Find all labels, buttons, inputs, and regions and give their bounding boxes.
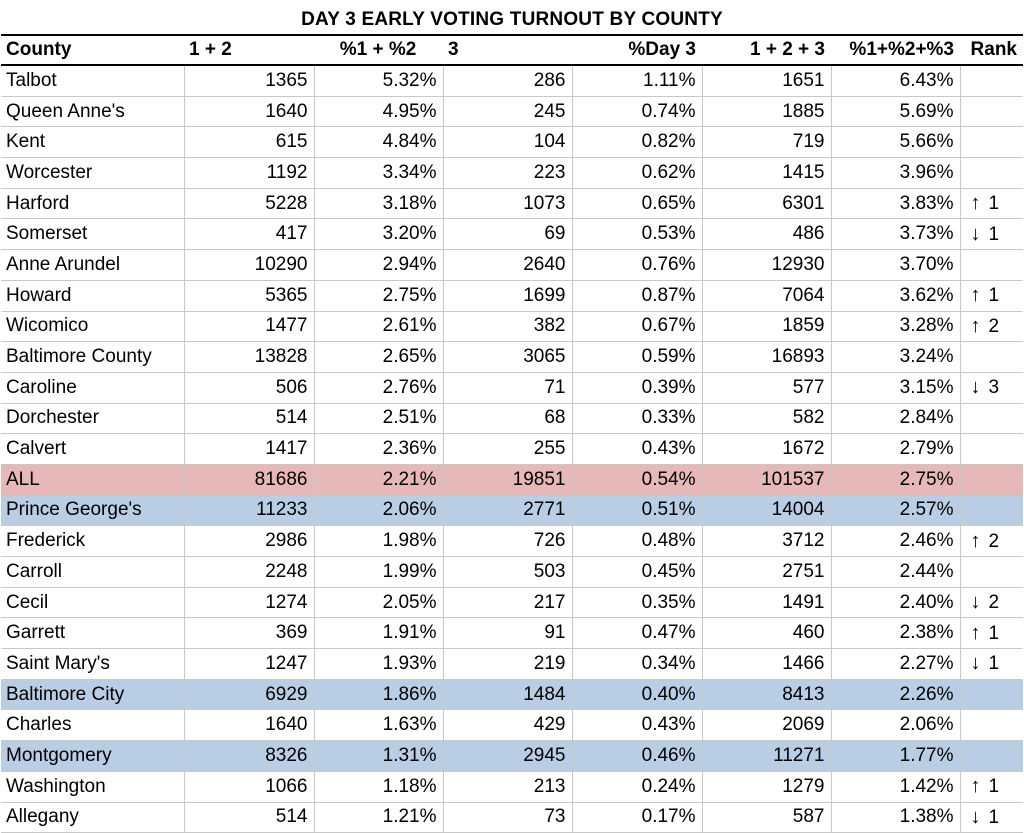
table-row <box>1 434 1023 465</box>
table-row <box>1 342 1023 373</box>
county-cell: Garrett <box>1 618 184 649</box>
day-3-cell: 223 <box>443 158 572 189</box>
days-1-2-cell: 2248 <box>184 557 314 588</box>
pct-days-1-2-cell: 1.93% <box>314 649 443 680</box>
pct-day-3-cell: 0.33% <box>572 403 702 434</box>
day-3-cell: 68 <box>443 403 572 434</box>
day-3-cell: 503 <box>443 557 572 588</box>
rank-cell <box>960 495 1023 526</box>
day-3-cell: 3065 <box>443 342 572 373</box>
pct-days-1-2-cell: 1.21% <box>314 802 443 833</box>
pct-days-1-2-3-cell: 3.70% <box>831 250 960 281</box>
county-cell: Montgomery <box>1 741 184 772</box>
rank-cell <box>960 158 1023 189</box>
days-1-2-cell: 506 <box>184 372 314 403</box>
pct-days-1-2-3-cell: 2.26% <box>831 679 960 710</box>
county-cell: Dorchester <box>1 403 184 434</box>
rank-cell <box>960 311 1023 342</box>
county-cell: Calvert <box>1 434 184 465</box>
table-row <box>1 96 1023 127</box>
pct-days-1-2-3-cell: 5.66% <box>831 127 960 158</box>
table-row <box>1 65 1023 96</box>
days-1-2-3-cell: 12930 <box>702 250 831 281</box>
rank-cell <box>960 65 1023 96</box>
pct-day-3-cell: 0.82% <box>572 127 702 158</box>
day-3-cell: 91 <box>443 618 572 649</box>
pct-days-1-2-cell: 2.36% <box>314 434 443 465</box>
header-days-1-2: 1 + 2 <box>184 35 314 65</box>
days-1-2-cell: 1477 <box>184 311 314 342</box>
arrow-up-icon: ↑ <box>970 314 981 337</box>
county-cell: Carroll <box>1 557 184 588</box>
days-1-2-cell: 514 <box>184 802 314 833</box>
pct-days-1-2-cell: 4.95% <box>314 96 443 127</box>
county-cell: Kent <box>1 127 184 158</box>
pct-days-1-2-3-cell: 2.75% <box>831 464 960 495</box>
days-1-2-cell: 1640 <box>184 96 314 127</box>
days-1-2-3-cell: 1859 <box>702 311 831 342</box>
pct-day-3-cell: 0.43% <box>572 434 702 465</box>
table-row <box>1 219 1023 250</box>
table-row <box>1 403 1023 434</box>
header-county: County <box>1 35 184 65</box>
table-row <box>1 710 1023 741</box>
day-3-cell: 1073 <box>443 188 572 219</box>
days-1-2-3-cell: 587 <box>702 802 831 833</box>
pct-days-1-2-cell: 2.06% <box>314 495 443 526</box>
rank-change-value: 1 <box>988 622 1000 644</box>
header-pct-days-1-2: %1 + %2 <box>314 35 443 65</box>
rank-cell <box>960 587 1023 618</box>
pct-days-1-2-3-cell: 1.42% <box>831 771 960 802</box>
arrow-up-icon: ↑ <box>970 621 981 644</box>
days-1-2-3-cell: 1885 <box>702 96 831 127</box>
arrow-down-icon: ↓ <box>970 652 981 675</box>
rank-cell <box>960 127 1023 158</box>
days-1-2-cell: 6929 <box>184 679 314 710</box>
days-1-2-cell: 1066 <box>184 771 314 802</box>
table-row <box>1 464 1023 495</box>
rank-cell <box>960 434 1023 465</box>
table-row <box>1 557 1023 588</box>
pct-days-1-2-cell: 1.98% <box>314 526 443 557</box>
county-cell: ALL <box>1 464 184 495</box>
table-row <box>1 741 1023 772</box>
days-1-2-cell: 2986 <box>184 526 314 557</box>
days-1-2-3-cell: 1466 <box>702 649 831 680</box>
county-cell: Baltimore County <box>1 342 184 373</box>
day-3-cell: 1484 <box>443 679 572 710</box>
rank-cell <box>960 679 1023 710</box>
pct-day-3-cell: 0.39% <box>572 372 702 403</box>
table-row <box>1 771 1023 802</box>
rank-cell <box>960 188 1023 219</box>
county-cell: Charles <box>1 710 184 741</box>
pct-day-3-cell: 0.53% <box>572 219 702 250</box>
pct-days-1-2-3-cell: 2.57% <box>831 495 960 526</box>
pct-day-3-cell: 0.76% <box>572 250 702 281</box>
days-1-2-3-cell: 1672 <box>702 434 831 465</box>
days-1-2-3-cell: 8413 <box>702 679 831 710</box>
county-cell: Talbot <box>1 65 184 96</box>
days-1-2-cell: 615 <box>184 127 314 158</box>
day-3-cell: 217 <box>443 587 572 618</box>
arrow-up-icon: ↑ <box>970 284 981 307</box>
header-day-3: 3 <box>443 35 572 65</box>
pct-day-3-cell: 0.17% <box>572 802 702 833</box>
rank-change-value: 1 <box>988 653 1000 675</box>
pct-days-1-2-cell: 5.32% <box>314 65 443 96</box>
days-1-2-cell: 1192 <box>184 158 314 189</box>
days-1-2-cell: 369 <box>184 618 314 649</box>
county-cell: Caroline <box>1 372 184 403</box>
county-cell: Wicomico <box>1 311 184 342</box>
pct-day-3-cell: 0.35% <box>572 587 702 618</box>
table-row <box>1 618 1023 649</box>
pct-days-1-2-cell: 2.76% <box>314 372 443 403</box>
county-cell: Prince George's <box>1 495 184 526</box>
table-row <box>1 649 1023 680</box>
days-1-2-3-cell: 1415 <box>702 158 831 189</box>
day-3-cell: 219 <box>443 649 572 680</box>
day-3-cell: 19851 <box>443 464 572 495</box>
pct-days-1-2-3-cell: 6.43% <box>831 65 960 96</box>
rank-change-value: 1 <box>988 285 1000 307</box>
rank-cell <box>960 802 1023 833</box>
arrow-up-icon: ↑ <box>970 529 981 552</box>
table-row <box>1 526 1023 557</box>
rank-cell <box>960 219 1023 250</box>
rank-cell <box>960 741 1023 772</box>
table-row <box>1 372 1023 403</box>
rank-change-value: 1 <box>988 193 1000 215</box>
table-row <box>1 495 1023 526</box>
days-1-2-cell: 1365 <box>184 65 314 96</box>
rank-change-value: 2 <box>988 315 1000 337</box>
pct-days-1-2-cell: 4.84% <box>314 127 443 158</box>
table-row <box>1 127 1023 158</box>
rank-change-value: 2 <box>988 592 1000 614</box>
pct-day-3-cell: 0.47% <box>572 618 702 649</box>
table-row <box>1 188 1023 219</box>
pct-day-3-cell: 0.87% <box>572 280 702 311</box>
table-row <box>1 587 1023 618</box>
county-cell: Worcester <box>1 158 184 189</box>
table-row <box>1 158 1023 189</box>
pct-days-1-2-cell: 3.34% <box>314 158 443 189</box>
rank-change-value: 1 <box>988 776 1000 798</box>
header-pct-days-1-2-3: %1+%2+%3 <box>831 35 960 65</box>
table-row <box>1 280 1023 311</box>
pct-day-3-cell: 0.48% <box>572 526 702 557</box>
table-row <box>1 311 1023 342</box>
days-1-2-3-cell: 11271 <box>702 741 831 772</box>
pct-days-1-2-3-cell: 2.06% <box>831 710 960 741</box>
day-3-cell: 286 <box>443 65 572 96</box>
day-3-cell: 69 <box>443 219 572 250</box>
table-row <box>1 802 1023 833</box>
day-3-cell: 2771 <box>443 495 572 526</box>
county-cell: Howard <box>1 280 184 311</box>
days-1-2-3-cell: 460 <box>702 618 831 649</box>
rank-cell <box>960 526 1023 557</box>
pct-days-1-2-3-cell: 3.24% <box>831 342 960 373</box>
county-cell: Somerset <box>1 219 184 250</box>
days-1-2-3-cell: 1279 <box>702 771 831 802</box>
pct-days-1-2-cell: 2.21% <box>314 464 443 495</box>
rank-cell <box>960 557 1023 588</box>
pct-days-1-2-3-cell: 2.84% <box>831 403 960 434</box>
pct-days-1-2-cell: 2.51% <box>314 403 443 434</box>
pct-day-3-cell: 0.62% <box>572 158 702 189</box>
days-1-2-3-cell: 6301 <box>702 188 831 219</box>
days-1-2-cell: 417 <box>184 219 314 250</box>
days-1-2-cell: 10290 <box>184 250 314 281</box>
day-3-cell: 429 <box>443 710 572 741</box>
day-3-cell: 213 <box>443 771 572 802</box>
days-1-2-cell: 5365 <box>184 280 314 311</box>
rank-cell <box>960 342 1023 373</box>
pct-day-3-cell: 0.54% <box>572 464 702 495</box>
day-3-cell: 726 <box>443 526 572 557</box>
pct-days-1-2-3-cell: 3.15% <box>831 372 960 403</box>
header-days-1-2-3: 1 + 2 + 3 <box>702 35 831 65</box>
day-3-cell: 71 <box>443 372 572 403</box>
pct-days-1-2-cell: 1.86% <box>314 679 443 710</box>
days-1-2-cell: 81686 <box>184 464 314 495</box>
pct-day-3-cell: 0.74% <box>572 96 702 127</box>
days-1-2-cell: 1247 <box>184 649 314 680</box>
day-3-cell: 1699 <box>443 280 572 311</box>
county-cell: Cecil <box>1 587 184 618</box>
days-1-2-cell: 1274 <box>184 587 314 618</box>
pct-day-3-cell: 0.40% <box>572 679 702 710</box>
rank-cell <box>960 250 1023 281</box>
pct-days-1-2-3-cell: 3.28% <box>831 311 960 342</box>
table-title: DAY 3 EARLY VOTING TURNOUT BY COUNTY <box>301 9 723 30</box>
pct-days-1-2-3-cell: 3.62% <box>831 280 960 311</box>
pct-days-1-2-cell: 2.75% <box>314 280 443 311</box>
day-3-cell: 255 <box>443 434 572 465</box>
days-1-2-3-cell: 7064 <box>702 280 831 311</box>
rank-cell <box>960 649 1023 680</box>
day-3-cell: 2945 <box>443 741 572 772</box>
arrow-up-icon: ↑ <box>970 775 981 798</box>
days-1-2-cell: 514 <box>184 403 314 434</box>
days-1-2-3-cell: 719 <box>702 127 831 158</box>
day-3-cell: 2640 <box>443 250 572 281</box>
pct-days-1-2-cell: 1.99% <box>314 557 443 588</box>
days-1-2-cell: 1640 <box>184 710 314 741</box>
pct-days-1-2-cell: 1.91% <box>314 618 443 649</box>
rank-change-value: 3 <box>988 377 1000 399</box>
arrow-down-icon: ↓ <box>970 805 981 828</box>
days-1-2-3-cell: 2069 <box>702 710 831 741</box>
table-row <box>1 250 1023 281</box>
rank-change-value: 1 <box>988 806 1000 828</box>
pct-days-1-2-3-cell: 2.44% <box>831 557 960 588</box>
rank-cell <box>960 618 1023 649</box>
pct-days-1-2-3-cell: 3.83% <box>831 188 960 219</box>
days-1-2-3-cell: 486 <box>702 219 831 250</box>
pct-days-1-2-3-cell: 3.96% <box>831 158 960 189</box>
pct-days-1-2-3-cell: 1.38% <box>831 802 960 833</box>
day-3-cell: 73 <box>443 802 572 833</box>
arrow-down-icon: ↓ <box>970 591 981 614</box>
day-3-cell: 104 <box>443 127 572 158</box>
pct-day-3-cell: 0.65% <box>572 188 702 219</box>
table-row <box>1 679 1023 710</box>
days-1-2-3-cell: 1491 <box>702 587 831 618</box>
rank-cell <box>960 771 1023 802</box>
pct-day-3-cell: 0.45% <box>572 557 702 588</box>
day-3-cell: 245 <box>443 96 572 127</box>
pct-days-1-2-cell: 1.18% <box>314 771 443 802</box>
pct-day-3-cell: 0.51% <box>572 495 702 526</box>
days-1-2-3-cell: 101537 <box>702 464 831 495</box>
rank-change-value: 2 <box>988 530 1000 552</box>
days-1-2-cell: 8326 <box>184 741 314 772</box>
pct-day-3-cell: 0.24% <box>572 771 702 802</box>
rank-cell <box>960 464 1023 495</box>
table-body <box>1 65 1023 833</box>
pct-days-1-2-3-cell: 2.79% <box>831 434 960 465</box>
pct-days-1-2-3-cell: 2.40% <box>831 587 960 618</box>
pct-days-1-2-3-cell: 5.69% <box>831 96 960 127</box>
pct-day-3-cell: 0.59% <box>572 342 702 373</box>
rank-cell <box>960 710 1023 741</box>
pct-day-3-cell: 1.11% <box>572 65 702 96</box>
pct-days-1-2-cell: 2.61% <box>314 311 443 342</box>
pct-days-1-2-3-cell: 2.27% <box>831 649 960 680</box>
county-cell: Queen Anne's <box>1 96 184 127</box>
pct-days-1-2-cell: 2.05% <box>314 587 443 618</box>
pct-days-1-2-3-cell: 1.77% <box>831 741 960 772</box>
pct-days-1-2-cell: 3.18% <box>314 188 443 219</box>
arrow-down-icon: ↓ <box>970 376 981 399</box>
pct-days-1-2-cell: 3.20% <box>314 219 443 250</box>
header-rank: Rank <box>960 35 1023 65</box>
days-1-2-3-cell: 16893 <box>702 342 831 373</box>
pct-day-3-cell: 0.34% <box>572 649 702 680</box>
pct-day-3-cell: 0.43% <box>572 710 702 741</box>
days-1-2-3-cell: 14004 <box>702 495 831 526</box>
turnout-table <box>1 34 1023 833</box>
days-1-2-3-cell: 2751 <box>702 557 831 588</box>
county-cell: Allegany <box>1 802 184 833</box>
pct-day-3-cell: 0.46% <box>572 741 702 772</box>
days-1-2-cell: 11233 <box>184 495 314 526</box>
county-cell: Harford <box>1 188 184 219</box>
header-pct-day-3: %Day 3 <box>572 35 702 65</box>
days-1-2-3-cell: 1651 <box>702 65 831 96</box>
county-cell: Baltimore City <box>1 679 184 710</box>
pct-days-1-2-3-cell: 3.73% <box>831 219 960 250</box>
day-3-cell: 382 <box>443 311 572 342</box>
days-1-2-3-cell: 582 <box>702 403 831 434</box>
rank-cell <box>960 280 1023 311</box>
rank-cell <box>960 372 1023 403</box>
days-1-2-3-cell: 3712 <box>702 526 831 557</box>
days-1-2-cell: 1417 <box>184 434 314 465</box>
days-1-2-cell: 5228 <box>184 188 314 219</box>
county-cell: Anne Arundel <box>1 250 184 281</box>
rank-change-value: 1 <box>988 223 1000 245</box>
pct-day-3-cell: 0.67% <box>572 311 702 342</box>
pct-days-1-2-cell: 2.65% <box>314 342 443 373</box>
pct-days-1-2-cell: 1.31% <box>314 741 443 772</box>
header-row <box>1 35 1023 65</box>
county-cell: Washington <box>1 771 184 802</box>
rank-cell <box>960 403 1023 434</box>
pct-days-1-2-3-cell: 2.46% <box>831 526 960 557</box>
pct-days-1-2-3-cell: 2.38% <box>831 618 960 649</box>
rank-cell <box>960 96 1023 127</box>
county-cell: Frederick <box>1 526 184 557</box>
county-cell: Saint Mary's <box>1 649 184 680</box>
pct-days-1-2-cell: 2.94% <box>314 250 443 281</box>
arrow-down-icon: ↓ <box>970 222 981 245</box>
arrow-up-icon: ↑ <box>970 192 981 215</box>
days-1-2-3-cell: 577 <box>702 372 831 403</box>
pct-days-1-2-cell: 1.63% <box>314 710 443 741</box>
days-1-2-cell: 13828 <box>184 342 314 373</box>
